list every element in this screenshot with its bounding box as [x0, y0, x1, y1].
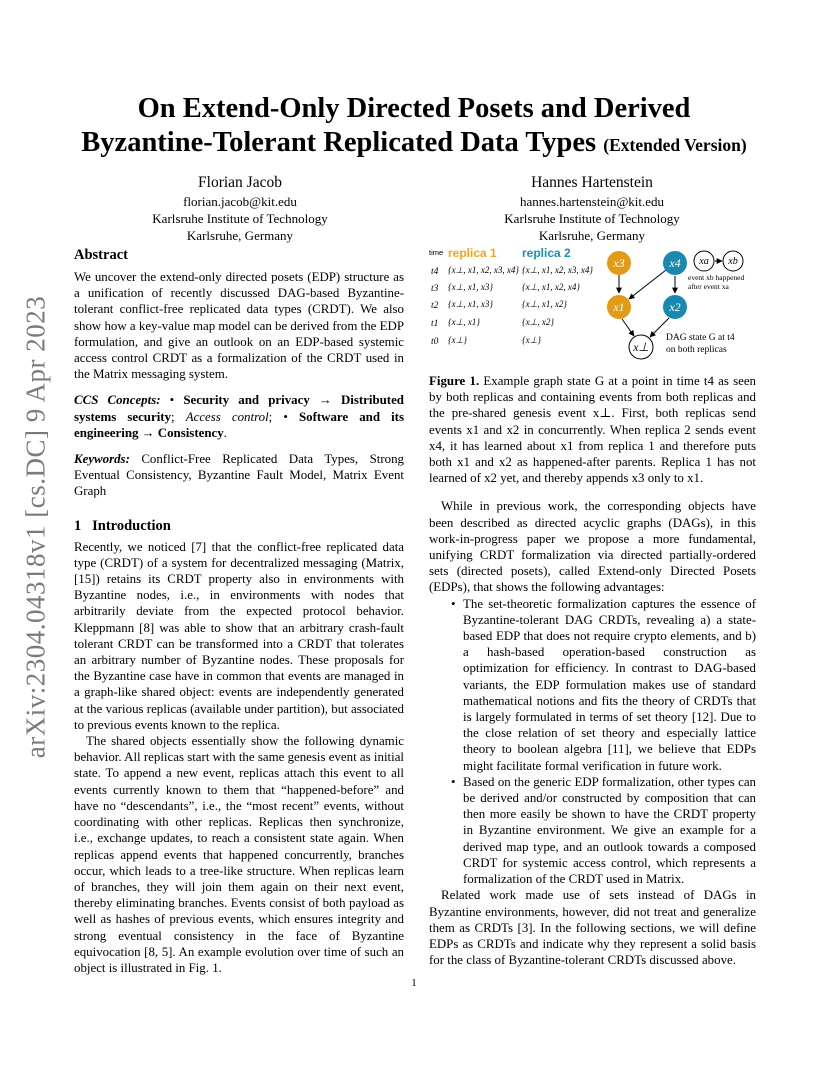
time-t4: t4 [431, 267, 439, 277]
replica-1-state-t3: {x⊥, x1, x3} [448, 282, 494, 292]
legend-xb-label: xb [728, 256, 738, 267]
ccs-concept-1: Security and privacy → Distributed systems security [74, 393, 404, 424]
figure-caption [429, 373, 756, 486]
author-name: Hannes Hartenstein [531, 174, 653, 191]
dag-caption-line-1: DAG state G at t4 [666, 333, 735, 343]
left-column [74, 247, 404, 976]
abstract-heading: Abstract [74, 247, 128, 263]
node-x2-label: x2 [669, 300, 681, 314]
intro-paragraph-2: The shared objects essentially show the following dynamic behavior. All replicas start with the same genesis event as initial state. To append a new event, replicas attach this event to all events currently known to them that “happened-before” and have no “descendants”, i.e., the “most recent” events, without coordinating with other replicas. Replicas then synchronize, i.e., exchange updates, to reach a consistent state again. When replicas append events that happened concurrently, branches occur, which leads to a tree-like structure. When replicas learn of branches, they will join them again on their next event, thereby eliminating branches. Events consist of both payload as well as hashes of previous events, which ensures integrity and strong eventual consistency in the face of Byzantine equivocation [8, 5]. An example evolution over time of such an object is illustrated in Fig. 1. [74, 734, 404, 975]
author-block-2 [462, 173, 722, 244]
section-title: Introduction [92, 517, 171, 534]
legend-text-line-1: event xb happened [688, 273, 745, 282]
author-email[interactable]: hannes.hartenstein@kit.edu [519, 194, 665, 209]
replica-1-state-t4: {x⊥, x1, x2, x3, x4} [448, 265, 520, 275]
node-x1-label: x1 [613, 300, 625, 314]
edge-x1-xbot [622, 319, 634, 336]
advantages-list [429, 596, 756, 888]
replica-1-state-t1: {x⊥, x1} [448, 317, 481, 327]
replica-1-state-t2: {x⊥, x1, x3} [448, 299, 494, 309]
right-column [429, 373, 756, 968]
section-number: 1 [74, 517, 82, 534]
time-t0: t0 [431, 337, 439, 347]
edge-x4-x1 [629, 270, 666, 299]
node-x4-label: x4 [669, 256, 681, 270]
ccs-concept-2: Access control [185, 409, 269, 424]
author-location: Karlsruhe, Germany [538, 228, 646, 243]
author-affiliation: Karlsruhe Institute of Technology [152, 211, 328, 226]
ccs-concept-3: Software and its engineering → Consistency [74, 409, 404, 440]
replica-2-state-t1: {x⊥, x2} [522, 317, 555, 327]
keywords-label: Keywords: [74, 452, 130, 467]
time-t3: t3 [431, 284, 439, 294]
page-number: 1 [411, 977, 417, 989]
right-paragraph-2: Related work made use of sets instead of DAGs in Byzantine environments, however, did not treat and generalize them as CRDTs [3]. In the following sections, we will define EDPs as CRDTs and indicate why they represent a solid basis for the class of Byzantine-tolerant CRDTs discussed above. [429, 888, 756, 968]
keywords [74, 451, 404, 500]
replica-1-label: replica 1 [448, 246, 497, 260]
node-xbot-label: x⊥ [633, 340, 649, 354]
keywords-text: Conflict-Free Replicated Data Types, Strong Eventual Consistency, Byzantine Fault Model, Matrix Event Graph [74, 452, 404, 499]
ccs-concepts: CCS Concepts: • Security and privacy → Distributed systems security; Access control; • Software and its engineering → Consistency. [74, 393, 404, 440]
ccs-label: CCS Concepts: [74, 393, 161, 408]
replica-2-state-t3: {x⊥, x1, x2, x4} [522, 282, 581, 292]
replica-2-state-t4: {x⊥, x1, x2, x3, x4} [522, 265, 594, 275]
abstract-text: We uncover the extend-only directed posets (EDP) structure as a unification of recently discussed DAG-based Byzantine-tolerant conflict-free replicated data types (CRDT). We also show how a key-value map model can be derived from the EDP formulation, and give an outlook on an EDP-based systemic access control CRDT as a formalization of the CRDT used in the Matrix messaging system. [74, 270, 404, 382]
time-t2: t2 [431, 301, 439, 311]
title-line-2: Byzantine-Tolerant Replicated Data Types (Extended Version) [81, 127, 747, 158]
time-t1: t1 [431, 319, 439, 329]
paper-title [60, 92, 768, 162]
list-item: • Based on the generic EDP formalization, other types can be derived and/or constructed by composition that can then more easily be shown to have the CRDT property in Byzantine environment. We give an example for a derived map type, and an outlook towards a composed CRDT for systemic access control, which represents a formalization of the CRDT used in Matrix. [463, 774, 756, 887]
replica-2-state-t2: {x⊥, x1, x2} [522, 299, 568, 309]
dag-caption-line-2: on both replicas [666, 345, 727, 355]
author-name: Florian Jacob [198, 174, 282, 191]
legend-xa-label: xa [699, 256, 709, 267]
replica-2-state-t0: {x⊥} [522, 335, 542, 345]
caption-text: Example graph state G at a point in time t4 as seen by both replicas and containing events from both replicas and the pre-shared genesis event x⊥. First, both replicas send events x1 and x2 in concurrently. When replica 2 sends event x4, it has learned about x1 from replica 1 and therefore puts both x1 and x2 as happened-after parents. Replica 1 has not learned of x2 yet, and thereby appends x3 only to x1. [429, 374, 756, 486]
arxiv-identifier: arXiv:2304.04318v1 [cs.DC] 9 Apr 2023 [20, 295, 51, 759]
replica-2-label: replica 2 [522, 246, 571, 260]
figure-1 [426, 243, 762, 365]
legend-text-line-2: after event xa [688, 282, 729, 291]
right-paragraph-1: While in previous work, the corresponding objects have been described as directed acyclic graphs (DAGs), in this work-in-progress paper we propose a more fundamental, unifying CRDT formalization via directed partially-ordered sets (directed posets), called Extend-only Directed Posets (EDPs), that shows the following advantages: [429, 499, 756, 595]
title-line-1: On Extend-Only Directed Posets and Derived [137, 93, 691, 124]
arxiv-sidebar [20, 290, 51, 765]
caption-label: Figure 1. [429, 374, 480, 388]
replica-1-state-t0: {x⊥} [448, 335, 468, 345]
author-email[interactable]: florian.jacob@kit.edu [183, 194, 297, 209]
list-item: • The set-theoretic formalization captures the essence of Byzantine-tolerant DAG CRDTs, revealing a) a state-based EDP that does not require crypto elements, and b) a hash-based operation-based construction as optimization for efficiency. In contrast to DAG-based variants, the EDP formulation makes use of standard mathematical notions and fits the theory of CRDTs that is largely formulated in terms of set theory [12]. Due to the close relation of set theory and especially lattice theory to boolean algebra [11], we believe that EDPs might facilitate formal verification in future work. [463, 596, 756, 774]
title-suffix: (Extended Version) [603, 135, 747, 155]
node-x3-label: x3 [613, 256, 625, 270]
author-location: Karlsruhe, Germany [186, 228, 294, 243]
author-block-1 [130, 173, 350, 244]
time-label: time [429, 248, 444, 257]
section-heading-introduction [74, 518, 404, 535]
intro-paragraph-1: Recently, we noticed [7] that the conflict-free replicated data type (CRDT) of a system for decentralized messaging (Matrix, [15]) retains its CRDT property also in environments with Byzantine nodes, i.e., in environments with nodes that arbitrarily deviate from the expected protocol behavior. Kleppmann [8] was able to show that an arbitrary crash-fault tolerant CRDT can be transformed into a CRDT that tolerates an arbitrary number of Byzantine nodes. These proposals for the Byzantine case have in common that events are managed in a graph-like shared object: events are independently generated at the various replicas (available under partition), but associated to previous events known to the replica. [74, 539, 404, 732]
author-affiliation: Karlsruhe Institute of Technology [504, 211, 680, 226]
